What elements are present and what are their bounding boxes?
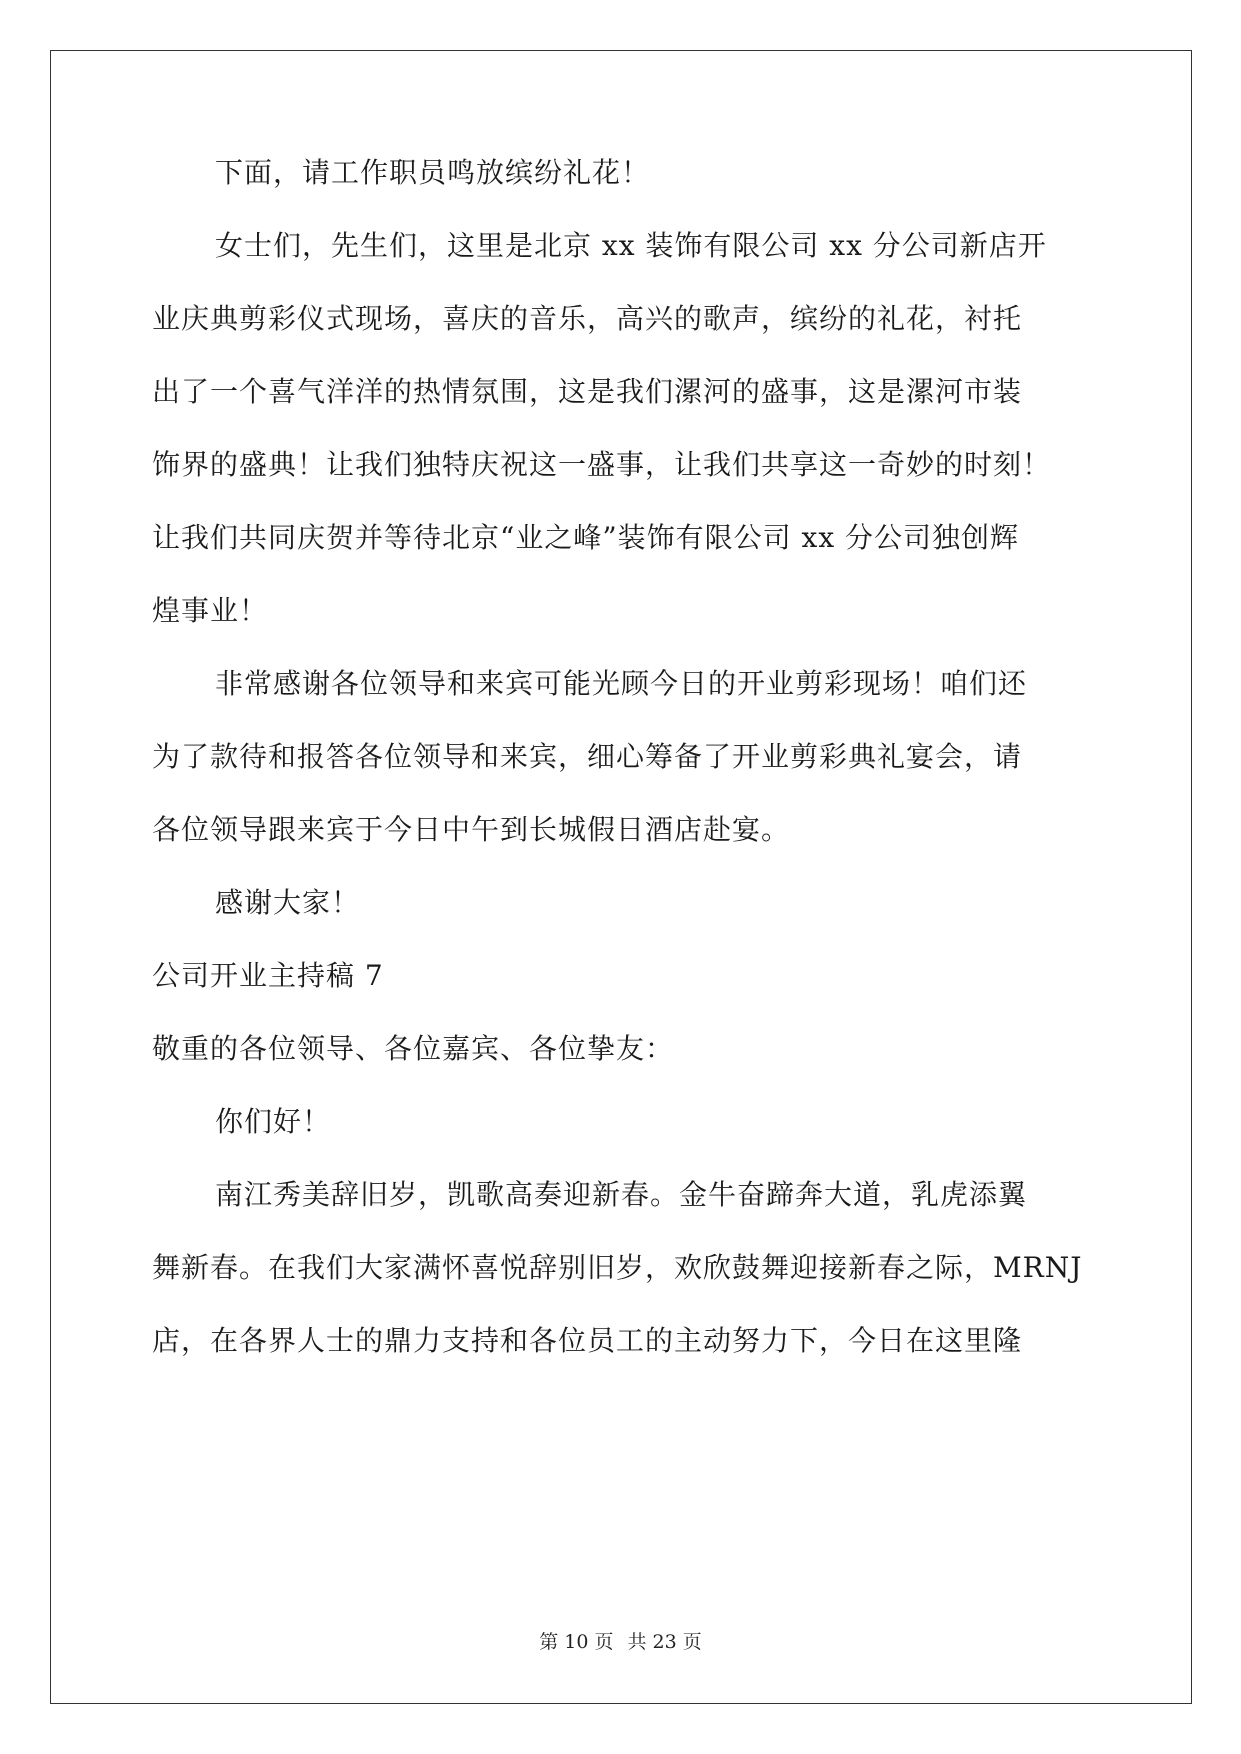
paragraph-line: 出了一个喜气洋洋的热情氛围，这是我们漯河的盛事，这是漯河市装: [152, 375, 1023, 408]
paragraph-line: 煌事业！: [152, 594, 269, 627]
paragraph-line: 业庆典剪彩仪式现场，喜庆的音乐，高兴的歌声，缤纷的礼花，衬托: [152, 302, 1023, 335]
paragraph-line: 店，在各界人士的鼎力支持和各位员工的主动努力下，今日在这里隆: [152, 1324, 1023, 1357]
page-number: 第 10 页: [539, 1631, 614, 1653]
paragraph-line: 让我们共同庆贺并等待北京“业之峰”装饰有限公司 xx 分公司独创辉: [152, 521, 1020, 554]
paragraph-line: 下面，请工作职员鸣放缤纷礼花！: [215, 156, 651, 189]
greeting: 你们好！: [215, 1105, 332, 1138]
paragraph-line: 为了款待和报答各位领导和来宾，细心筹备了开业剪彩典礼宴会，请: [152, 740, 1023, 773]
paragraph-line: 饰界的盛典！让我们独特庆祝这一盛事，让我们共享这一奇妙的时刻！: [152, 448, 1052, 481]
salutation: 敬重的各位领导、各位嘉宾、各位挚友：: [152, 1032, 675, 1065]
paragraph-line: 女士们，先生们，这里是北京 xx 装饰有限公司 xx 分公司新店开: [215, 229, 1047, 262]
paragraph-line: 非常感谢各位领导和来宾可能光顾今日的开业剪彩现场！咱们还: [215, 667, 1028, 700]
page-total: 共 23 页: [627, 1631, 702, 1653]
paragraph-line: 各位领导跟来宾于今日中午到长城假日酒店赴宴。: [152, 813, 791, 846]
paragraph-line: 南江秀美辞旧岁，凯歌高奏迎新春。金牛奋蹄奔大道，乳虎添翼: [215, 1178, 1028, 1211]
paragraph-line: 感谢大家！: [215, 886, 361, 919]
page-footer: [0, 1627, 1241, 1654]
paragraph-line: 舞新春。在我们大家满怀喜悦辞别旧岁，欢欣鼓舞迎接新春之际，MRNJ: [152, 1251, 1083, 1284]
page-border: [50, 50, 1192, 1704]
section-heading: 公司开业主持稿 7: [152, 959, 384, 992]
